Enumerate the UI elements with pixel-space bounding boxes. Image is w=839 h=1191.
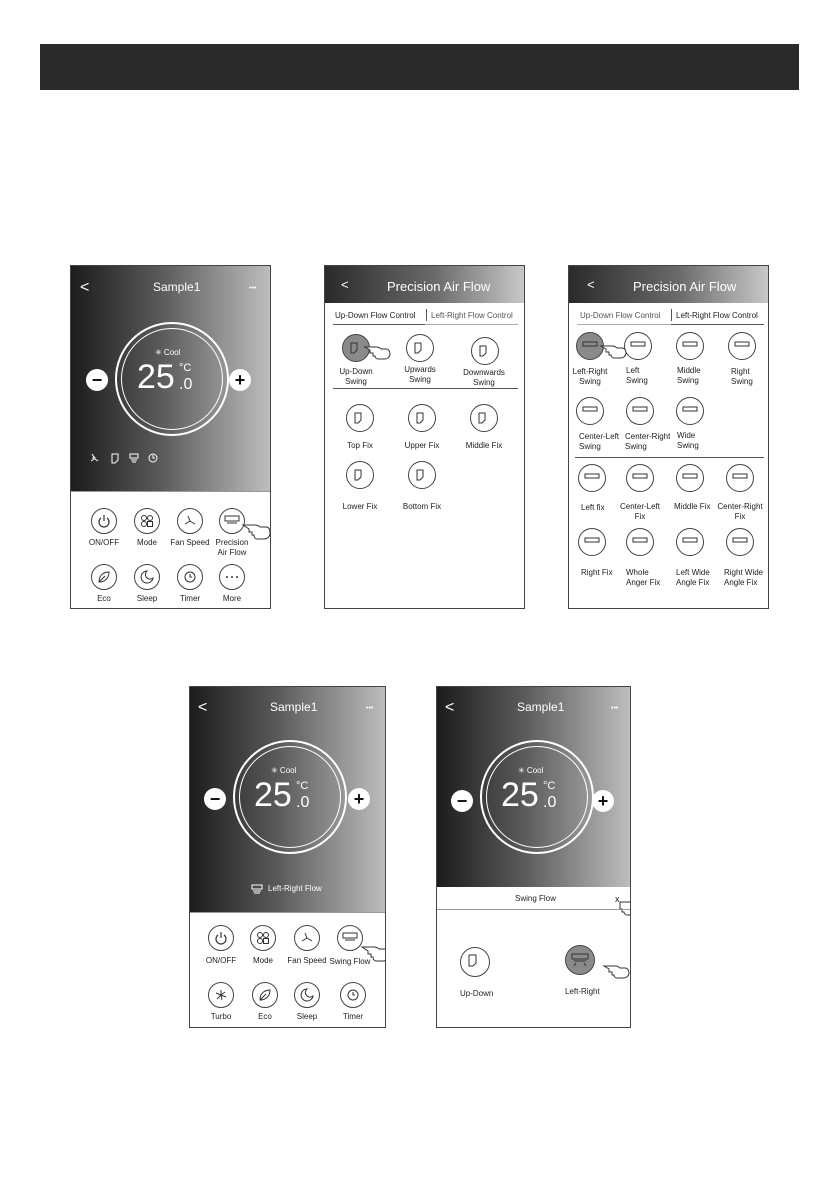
- timer-label: Timer: [179, 594, 201, 603]
- phone-screen-leftright: [568, 265, 769, 609]
- mode-indicator: ✳ Cool: [155, 348, 181, 357]
- leaf-icon: [98, 571, 110, 583]
- back-button[interactable]: <: [198, 699, 208, 716]
- left-fix-label: Left fix: [581, 503, 605, 512]
- phone-screen-main: [70, 265, 271, 609]
- middle-fix-label: Middle Fix: [465, 441, 503, 450]
- tab-updown[interactable]: Up-Down Flow Control: [580, 311, 661, 320]
- increase-temp-button[interactable]: +: [229, 369, 251, 391]
- increase-temp-button[interactable]: +: [592, 790, 614, 812]
- temperature-unit: °C: [543, 780, 556, 792]
- turbo-icon: [215, 989, 227, 1001]
- eco-label: Eco: [97, 594, 111, 603]
- right-swing-label: Right Swing: [731, 367, 753, 386]
- sleep-label: Sleep: [136, 594, 158, 603]
- swing-flow-label: Swing Flow: [329, 957, 371, 966]
- downwards-swing-label: Downwards Swing: [463, 368, 505, 387]
- leftright-icon: [572, 954, 588, 966]
- middle-fix-label: Middle Fix: [674, 502, 711, 511]
- divider: [71, 491, 271, 492]
- dialog-divider: [437, 909, 631, 910]
- center-left-fix-label: Center-Left Fix: [619, 502, 661, 521]
- fan-speed-label: Fan Speed: [287, 956, 327, 965]
- more-icon: [226, 576, 238, 578]
- decrease-temp-button[interactable]: −: [451, 790, 473, 812]
- tab-leftright[interactable]: Left-Right Flow Control: [431, 311, 513, 320]
- temperature-unit: °C: [179, 362, 192, 374]
- leftright-option-label: Left-Right: [565, 987, 600, 996]
- airflow-icon: [225, 516, 239, 526]
- airflow-status-icon: [252, 885, 262, 894]
- fan-speed-label: Fan Speed: [170, 538, 210, 547]
- timer-icon: [347, 989, 359, 1001]
- turbo-label: Turbo: [210, 1012, 232, 1021]
- timer-label: Timer: [342, 1012, 364, 1021]
- whole-angle-fix-label: Whole Anger Fix: [626, 568, 661, 587]
- right-fix-label: Right Fix: [581, 568, 613, 577]
- fan-icon: [184, 515, 196, 527]
- back-button[interactable]: <: [341, 277, 349, 292]
- onoff-label: ON/OFF: [88, 538, 120, 547]
- temperature-value: 25: [501, 776, 539, 814]
- precision-airflow-label: Precision Air Flow: [215, 538, 249, 557]
- fix-icons: [325, 266, 525, 506]
- top-fix-label: Top Fix: [347, 441, 373, 450]
- updown-option-label: Up-Down: [460, 989, 494, 998]
- mode-indicator: ✳ Cool: [271, 766, 297, 775]
- pointing-hand-icon: [604, 963, 630, 979]
- device-title: Sample1: [517, 700, 565, 714]
- onoff-label: ON/OFF: [205, 956, 237, 965]
- timer-icon: [184, 571, 196, 583]
- updown-swing-label: Up-Down Swing: [339, 367, 373, 386]
- upwards-swing-label: Upwards Swing: [404, 365, 436, 384]
- moon-icon: [141, 571, 153, 583]
- power-icon: [215, 932, 227, 944]
- center-right-swing-label: Center-Right Swing: [625, 432, 671, 451]
- airflow-status-text: Left-Right Flow: [268, 884, 322, 893]
- page-title: Precision Air Flow: [387, 279, 491, 294]
- temperature-unit: °C: [296, 780, 309, 792]
- lower-fix-label: Lower Fix: [342, 502, 378, 511]
- device-title: Sample1: [153, 280, 201, 294]
- phone-screen-updown: [324, 265, 525, 609]
- back-button[interactable]: <: [587, 277, 595, 292]
- dialog-title: Swing Flow: [515, 894, 556, 903]
- right-wide-angle-fix-label: Right Wide Angle Fix: [724, 568, 764, 587]
- divider: [190, 912, 386, 913]
- center-right-fix-label: Center-Right Fix: [717, 502, 763, 521]
- upper-fix-label: Upper Fix: [404, 441, 440, 450]
- decrease-temp-button[interactable]: −: [204, 788, 226, 810]
- fan-icon: [301, 932, 313, 944]
- temperature-value: 25: [254, 776, 292, 814]
- eco-label: Eco: [258, 1012, 272, 1021]
- power-icon: [98, 515, 110, 527]
- temperature-decimal: .0: [543, 794, 557, 811]
- moon-icon: [301, 989, 313, 1001]
- swing-flow-icon: [343, 933, 357, 943]
- status-icons: [89, 452, 169, 466]
- more-label: More: [222, 594, 242, 603]
- tab-leftright[interactable]: Left-Right Flow Control: [676, 311, 758, 320]
- decrease-temp-button[interactable]: −: [86, 369, 108, 391]
- left-swing-label: Left Swing: [626, 366, 648, 385]
- more-menu-icon[interactable]: •••: [611, 705, 619, 712]
- pointing-hand-icon: [620, 899, 631, 915]
- bottom-fix-label: Bottom Fix: [402, 502, 442, 511]
- more-menu-icon[interactable]: •••: [366, 705, 374, 712]
- temperature-decimal: .0: [179, 376, 193, 393]
- leaf-icon: [259, 989, 271, 1001]
- leftright-swing-label: Left-Right Swing: [572, 367, 608, 386]
- wide-swing-label: Wide Swing: [677, 431, 699, 450]
- device-title: Sample1: [270, 700, 318, 714]
- sleep-label: Sleep: [296, 1012, 318, 1021]
- mode-icon: [141, 515, 153, 527]
- left-wide-angle-fix-label: Left Wide Angle Fix: [676, 568, 710, 587]
- updown-icon: [469, 955, 479, 967]
- increase-temp-button[interactable]: +: [348, 788, 370, 810]
- page-title: Precision Air Flow: [633, 279, 737, 294]
- close-button[interactable]: x: [615, 894, 620, 904]
- temperature-value: 25: [137, 358, 175, 396]
- more-menu-icon[interactable]: •••: [249, 285, 257, 292]
- header-bar: [40, 44, 799, 90]
- phone-screen-swing-dialog: [436, 686, 631, 1028]
- temperature-decimal: .0: [296, 794, 310, 811]
- mode-indicator: ✳ Cool: [518, 766, 544, 775]
- center-left-swing-label: Center-Left Swing: [579, 432, 620, 451]
- mode-label: Mode: [136, 538, 157, 547]
- mode-icon: [257, 932, 269, 944]
- mode-label: Mode: [252, 956, 273, 965]
- phone-screen-swing-status: [189, 686, 386, 1028]
- middle-swing-label: Middle Swing: [677, 366, 701, 385]
- tab-updown[interactable]: Up-Down Flow Control: [335, 311, 416, 320]
- back-button[interactable]: <: [80, 279, 90, 296]
- back-button[interactable]: <: [445, 699, 455, 716]
